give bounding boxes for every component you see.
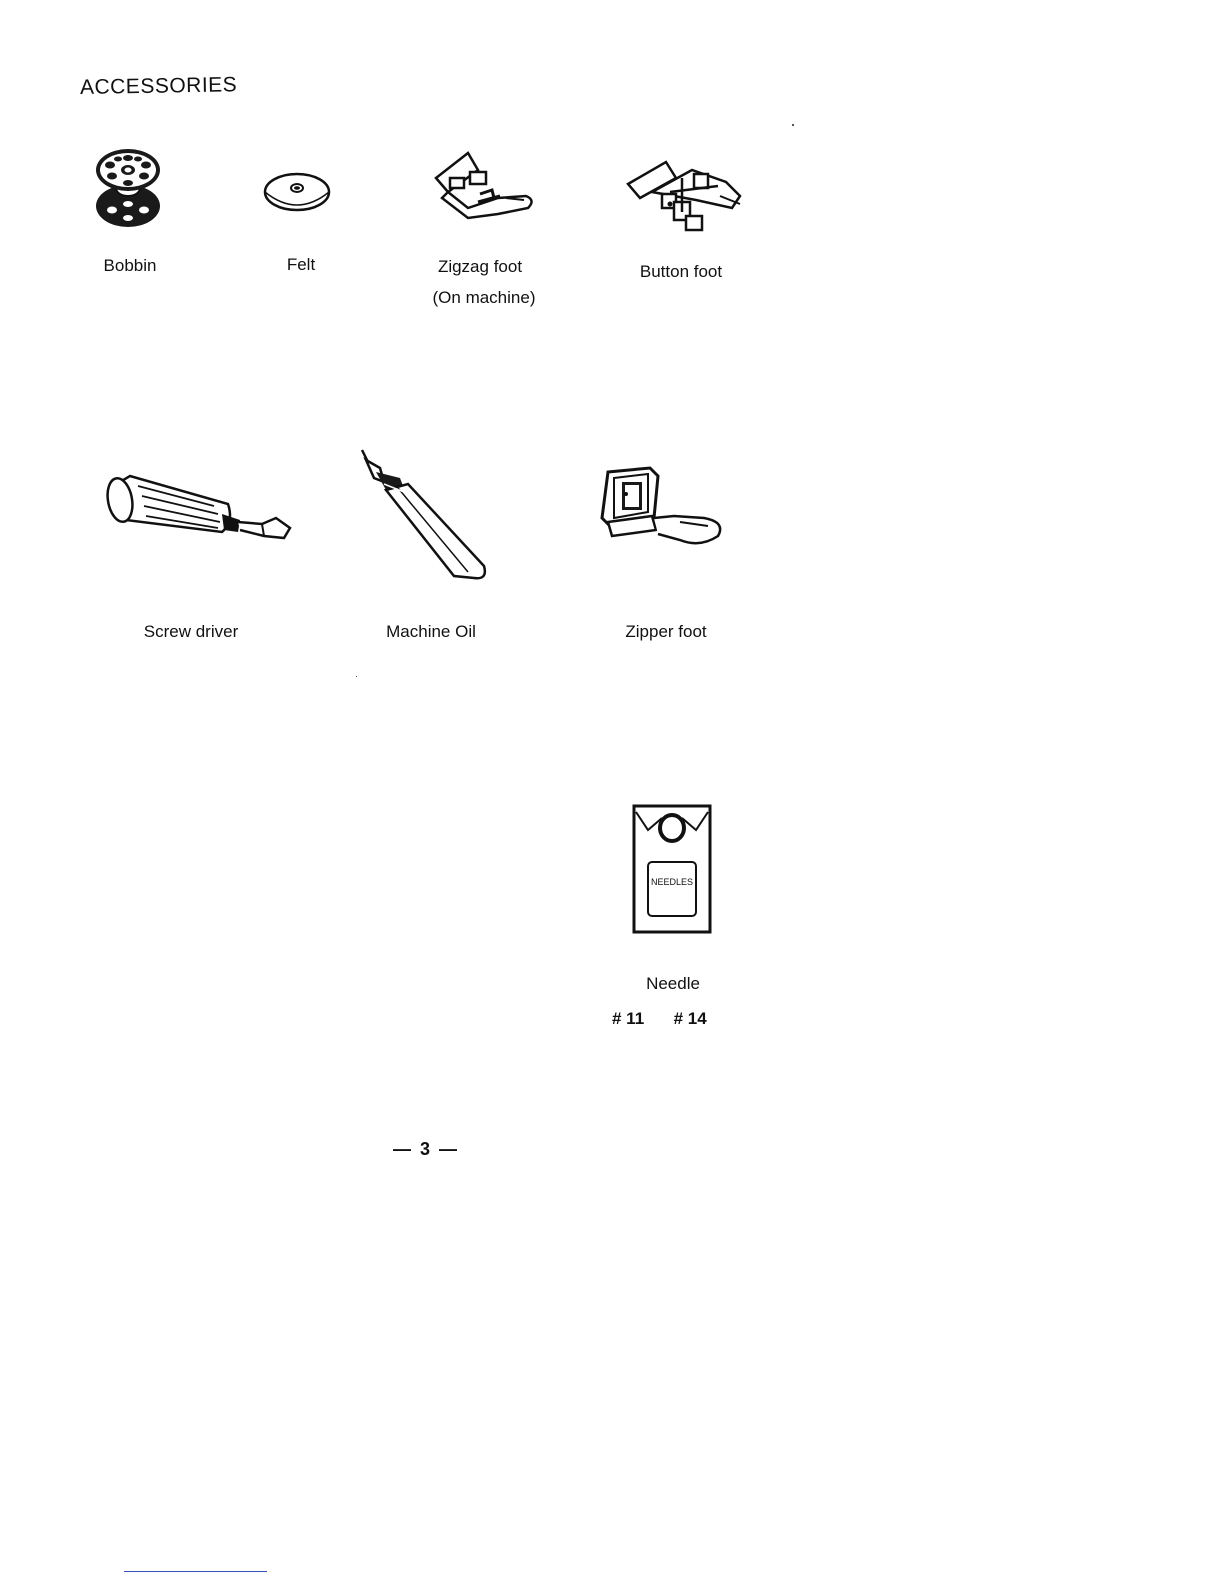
scan-speck (792, 124, 794, 126)
screw-driver-label: Screw driver (143, 622, 239, 641)
zipper-foot-label: Zipper foot (625, 622, 707, 641)
needle-size-14: # 14 (673, 1009, 707, 1028)
needle-packet-text: NEEDLES (650, 877, 694, 887)
page-heading: ACCESSORIES (79, 73, 238, 99)
zigzag-foot-label: Zigzag foot (437, 257, 523, 276)
scan-speck (356, 676, 357, 677)
felt-label: Felt (286, 255, 316, 274)
needle-label: Needle (646, 974, 700, 993)
needle-sizes (612, 1009, 707, 1029)
page-number: — 3 — (393, 1139, 460, 1159)
zigzag-foot-note: (On machine) (432, 288, 536, 307)
zigzag-foot-illustration (428, 148, 538, 228)
footer-link-underline[interactable] (124, 1571, 267, 1572)
machine-oil-illustration (356, 448, 494, 586)
bobbin-label: Bobbin (103, 256, 157, 275)
zipper-foot-illustration (600, 464, 726, 548)
button-foot-illustration (622, 156, 746, 242)
felt-illustration (262, 166, 332, 214)
screw-driver-illustration (102, 462, 294, 548)
needle-size-11: # 11 (612, 1009, 645, 1028)
needle-packet-illustration (632, 804, 714, 936)
bobbin-illustration (92, 148, 164, 234)
machine-oil-label: Machine Oil (386, 622, 476, 641)
button-foot-label: Button foot (639, 262, 723, 281)
